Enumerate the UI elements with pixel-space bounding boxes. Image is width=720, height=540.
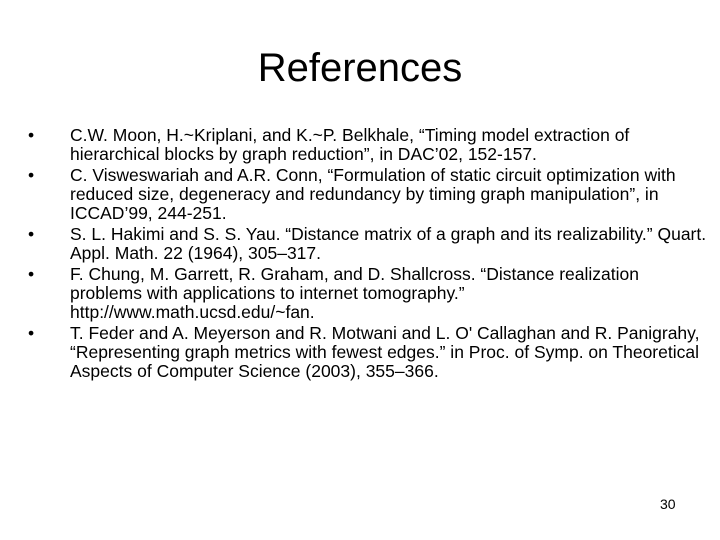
reference-text: T. Feder and A. Meyerson and R. Motwani and L. O' Callaghan and R. Panigrahy, “Representing graph metrics with fewest edges.” in Proc. of Symp. on Theoretical Aspects of Computer Science (2003), 355–366. (70, 323, 700, 381)
reference-item (28, 324, 708, 381)
reference-list (28, 126, 708, 383)
bullet-icon: • (28, 264, 35, 284)
bullet-icon: • (28, 323, 35, 343)
slide-title: References (257, 46, 463, 90)
reference-text: F. Chung, M. Garrett, R. Graham, and D. Shallcross. “Distance realization problems with applications to internet tomography.” http://www.math.ucsd.edu/~fan. (70, 264, 639, 322)
reference-text: S. L. Hakimi and S. S. Yau. “Distance matrix of a graph and its realizability.” Quart. Appl. Math. 22 (1964), 305–317. (70, 224, 707, 263)
bullet-icon: • (28, 165, 35, 185)
reference-text: C.W. Moon, H.~Kriplani, and K.~P. Belkhale, “Timing model extraction of hierarchical blocks by graph reduction”, in DAC’02, 152-157. (70, 125, 630, 164)
page-number: 30 (660, 496, 676, 512)
reference-item (28, 225, 708, 263)
reference-item (28, 126, 708, 164)
bullet-icon: • (28, 125, 35, 145)
bullet-icon: • (28, 224, 35, 244)
reference-item (28, 166, 708, 223)
reference-item (28, 265, 708, 322)
reference-text: C. Visweswariah and A.R. Conn, “Formulation of static circuit optimization with reduced size, degeneracy and redundancy by timing graph manipulation”, in ICCAD’99, 244-251. (70, 165, 676, 223)
